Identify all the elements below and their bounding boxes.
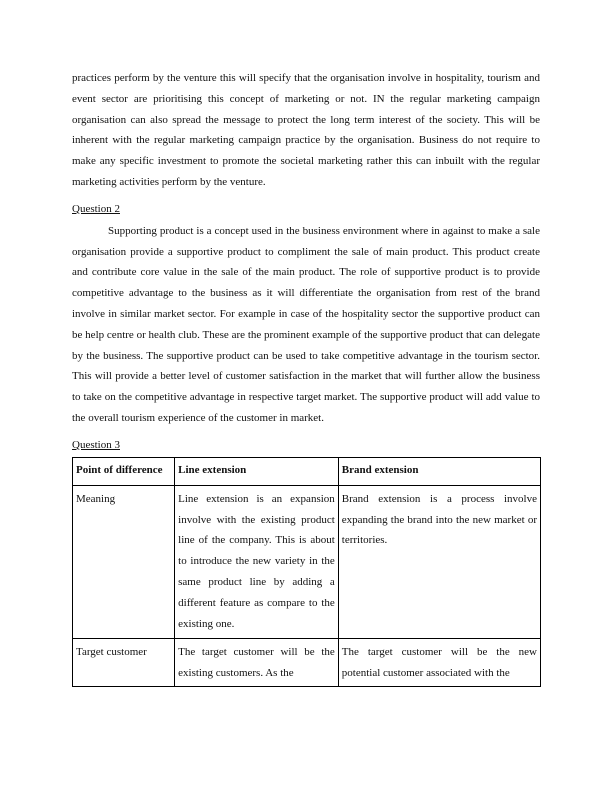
- table-row: [73, 639, 541, 687]
- body-paragraph-1: practices perform by the venture this will specify that the organisation involve in hospitality, tourism and event sector are prioritising this concept of marketing or not. IN the regular marketing campaign organisation can also spread the message to protect the long term interest of the society. This will be inherent with the regular marketing campaign practice by the organisation. Business do not require to make any specific investment to promote the societal marketing rather this can inbuilt with the regular marketing activities perform by the venture.: [72, 72, 540, 188]
- header-line-extension: Line extension: [175, 457, 339, 485]
- document-page: [72, 68, 540, 687]
- cell-line-extension: Line extension is an expansion involve with the existing product line of the company. This is about to introduce the new variety in the same product line by adding a different feature as compare to the existing one.: [175, 485, 339, 639]
- header-point-of-difference: Point of difference: [73, 457, 175, 485]
- table-header-row: [73, 457, 541, 485]
- question-3-heading: Question 3: [72, 438, 120, 451]
- cell-brand-extension: Brand extension is a process involve expanding the brand into the new market or territories.: [338, 485, 540, 639]
- header-brand-extension: Brand extension: [338, 457, 540, 485]
- comparison-table: [72, 457, 541, 687]
- question-2-heading: Question 2: [72, 202, 120, 215]
- cell-point: Meaning: [73, 485, 175, 639]
- cell-brand-extension: The target customer will be the new potential customer associated with the: [338, 639, 540, 687]
- question-2-paragraph: Supporting product is a concept used in the business environment where in against to make a sale organisation provide a supportive product to compliment the sale of main product. This product create and contribute core value in the sale of the main product. The role of supportive product is to provide competitive advantage to the business as it will differentiate the organisation from rest of the brand involve in similar market sector. For example in case of the hospitality sector the supportive product can be help centre or health club. These are the prominent example of the supportive product that can delegate by the business. The supportive product can be used to take competitive advantage in the tourism sector. This will provide a better level of customer satisfaction in the market that will further allow the business to take on the competitive advantage in respective target market. The supportive product will add value to the overall tourism experience of the customer in market.: [72, 224, 540, 424]
- cell-point: Target customer: [73, 639, 175, 687]
- cell-line-extension: The target customer will be the existing customers. As the: [175, 639, 339, 687]
- table-row: [73, 485, 541, 639]
